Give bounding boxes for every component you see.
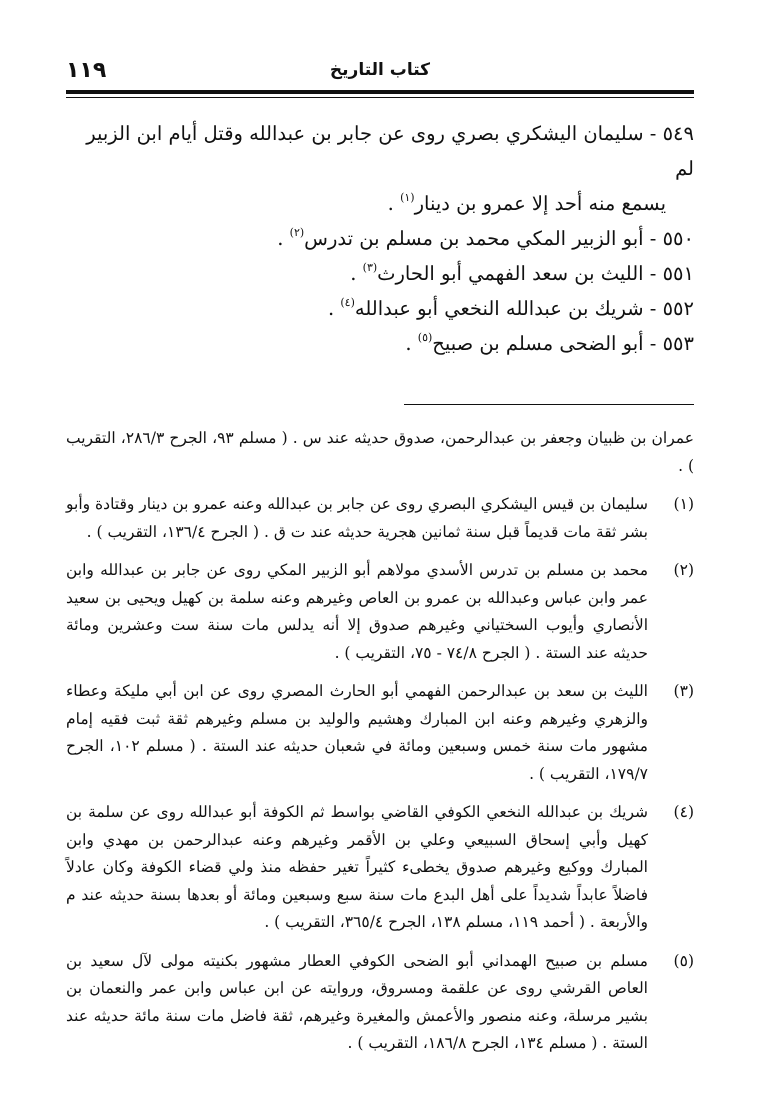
- entry-552: [66, 291, 694, 326]
- footnote-ref[interactable]: (٤): [340, 296, 355, 309]
- footnotes: [66, 425, 694, 1069]
- entry-tail: .: [387, 192, 401, 215]
- entry-text: شريك بن عبدالله النخعي أبو عبدالله: [354, 297, 644, 320]
- page-number: ١١٩: [66, 58, 107, 83]
- footnote-text: مسلم بن صبيح الهمداني أبو الضحى الكوفي العطار مشهور بكنيته مولى لآل سعيد بن العاص القرشي روى عن علقمة ومسروق، وروايته عن ابن عباس وابن عمر والنعمان بن بشير مرسلة، وعنه منصور والأعمش والمغيرة وغيرهم، ثقة فاضل مات سنة مائة حديثه عند الستة . ( مسلم ١٣٤، الجرح ١٨٦/٨، التقريب ) .: [66, 951, 648, 1052]
- footnote-text: الليث بن سعد بن عبدالرحمن الفهمي أبو الحارث المصري روى عن ابن أبي مليكة وعطاء والزهري وغيرهم وعنه ابن المبارك وهشيم والوليد بن مسلم وغيرهم ثقة ثبت فقيه إمام مشهور مات سنة خمس وسبعين ومائة في شعبان حديثه عند الستة . ( مسلم ١٠٢، الجرح ١٧٩/٧، التقريب ) .: [66, 682, 648, 783]
- footnote-marker: (٤): [673, 803, 694, 821]
- footnote-ref[interactable]: (١): [400, 191, 415, 204]
- entry-number: ٥٥٢ -: [649, 297, 694, 320]
- entry-553: [66, 326, 694, 361]
- header-rule-thick: [66, 90, 694, 94]
- page-header: [66, 56, 694, 90]
- entry-number: ٥٥١ -: [649, 262, 694, 285]
- entry-tail: .: [350, 262, 363, 285]
- footnote-marker: (٥): [673, 951, 694, 970]
- footnote-text: محمد بن مسلم بن تدرس الأسدي مولاهم أبو الزبير المكي روى عن جابر بن عبدالله وابن عمر وابن عباس وعبدالله بن عمرو بن العاص وغيرهم وعنه سلمة بن كهيل ويحيى بن سعيد الأنصاري وأيوب السختياني وغيرهم صدوق إلا أنه يدلس مات سنة ست وعشرين ومائة حديثه عند الستة . ( الجرح ٧٤/٨ - ٧٥، التقريب ) .: [66, 561, 648, 662]
- footnote-3: [66, 678, 694, 788]
- footnote-ref[interactable]: (٣): [362, 261, 378, 274]
- entry-number: ٥٥٠ -: [649, 227, 694, 250]
- entry-tail: .: [277, 227, 290, 250]
- entry-text-continuation: يسمع منه أحد إلا عمرو بن دينار: [414, 192, 666, 215]
- header-rule-thin: [66, 97, 694, 98]
- entry-text: الليث بن سعد الفهمي أبو الحارث: [377, 262, 644, 285]
- entry-text: سليمان اليشكري بصري روى عن جابر بن عبدالله وقتل أيام ابن الزبير لم: [86, 122, 694, 180]
- footnote-ref[interactable]: (٢): [289, 226, 305, 239]
- footnote-marker: (٢): [673, 561, 694, 579]
- footnote-separator: [404, 404, 694, 405]
- entry-tail: .: [327, 297, 341, 320]
- entry-text: أبو الضحى مسلم بن صبيح: [432, 332, 644, 355]
- running-title: كتاب التاريخ: [329, 60, 431, 80]
- main-entries: [66, 116, 694, 361]
- footnote-text: شريك بن عبدالله النخعي الكوفي القاضي بواسط ثم الكوفة أبو عبدالله روى عن سلمة بن كهيل وأبي إسحاق السبيعي وعلي بن الأقمر وغيرهم وعنه عبدالرحمن بن مهدي وابن المبارك ووكيع وغيرهم صدوق يخطىء كثيراً تغير حفظه منذ ولي قضاء الكوفة وكان عادلاً فاضلاً عابداً شديداً على أهل البدع مات سنة سبع وسبعين ومائة أو بعدها بسنة حديثه عند م والأربعة . ( أحمد ١١٩، مسلم ١٣٨، الجرح ٣٦٥/٤، التقريب ) .: [66, 803, 648, 931]
- entry-550: [66, 221, 694, 256]
- entry-549: [66, 116, 694, 186]
- footnote-ref[interactable]: (٥): [417, 331, 433, 344]
- entry-551: [66, 256, 694, 291]
- entry-number: ٥٥٣ -: [649, 332, 694, 355]
- footnote-marker: (٣): [673, 682, 694, 700]
- footnote-text: سليمان بن قيس اليشكري البصري روى عن جابر بن عبدالله وعنه عمرو بن دينار وقتادة وأبو بشر ثقة مات قديماً قبل سنة ثمانين هجرية حديثه عند ت ق . ( الجرح ١٣٦/٤، التقريب ) .: [66, 495, 648, 541]
- entry-text: أبو الزبير المكي محمد بن مسلم بن تدرس: [304, 227, 644, 250]
- footnote-2: [66, 557, 694, 667]
- entry-number: ٥٤٩ -: [649, 122, 694, 145]
- entry-549-continuation: [66, 186, 694, 221]
- footnote-marker: (١): [673, 495, 694, 513]
- entry-tail: .: [405, 332, 418, 355]
- footnote-4: [66, 799, 694, 937]
- footnote-text: عمران بن ظبيان وجعفر بن عبدالرحمن، صدوق حديثه عند س . ( مسلم ٩٣، الجرح ٢٨٦/٣، التقريب ) .: [66, 429, 694, 475]
- footnote-continued: [66, 425, 694, 480]
- footnote-1: [66, 491, 694, 546]
- footnote-5: [66, 948, 694, 1058]
